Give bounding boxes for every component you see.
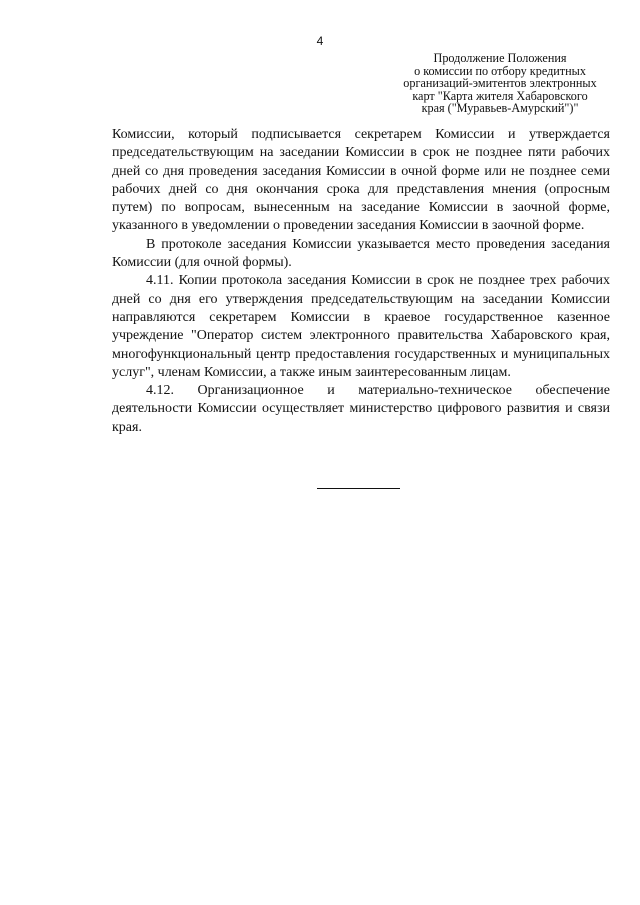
header-line: края ("Муравьев-Амурский")" [421,101,579,116]
paragraph-4-12: 4.12. Организационное и материально-техническое обеспечение деятельности Комиссии осуществляет министерство цифрового развития и связи края. [112,383,610,435]
paragraph-protocol-continuation: Комиссии, который подписывается секретарем Комиссии и утверждается председательствующим на заседании Комиссии в срок не позднее пяти рабочих дней со дня проведения заседания Комиссии в очной форме или не позднее семи рабочих дней со дня окончания срока для представления мнения (опросным путем) по вопросам, вынесенным на заседание Комиссии в заочной форме, указанного в уведомлении о проведении заседания Комиссии в заочной форме. [112,127,610,234]
end-of-document-line [317,488,400,489]
document-body [112,126,610,437]
header-line: карт "Карта жителя Хабаровского [412,88,588,103]
header-line: о комиссии по отбору кредитных [414,63,586,78]
paragraph-4-11: 4.11. Копии протокола заседания Комиссии в срок не позднее трех рабочих дней со дня его утверждения председательствующим на заседании Комиссии направляются секретарем Комиссии в краевое государственное казенное учреждение "Оператор систем электронного правительства Хабаровского края, многофункциональный центр предоставления государственных и муниципальных услуг", членам Комиссии, а также иным заинтересованным лицам. [112,273,610,380]
document-reference-header [390,52,610,115]
header-line: организаций-эмитентов электронных [403,76,597,91]
paragraph-protocol-location: В протоколе заседания Комиссии указывается место проведения заседания Комиссии (для очной формы). [112,236,610,271]
header-line: Продолжение Положения [433,51,567,65]
page-number: 4 [316,34,324,48]
